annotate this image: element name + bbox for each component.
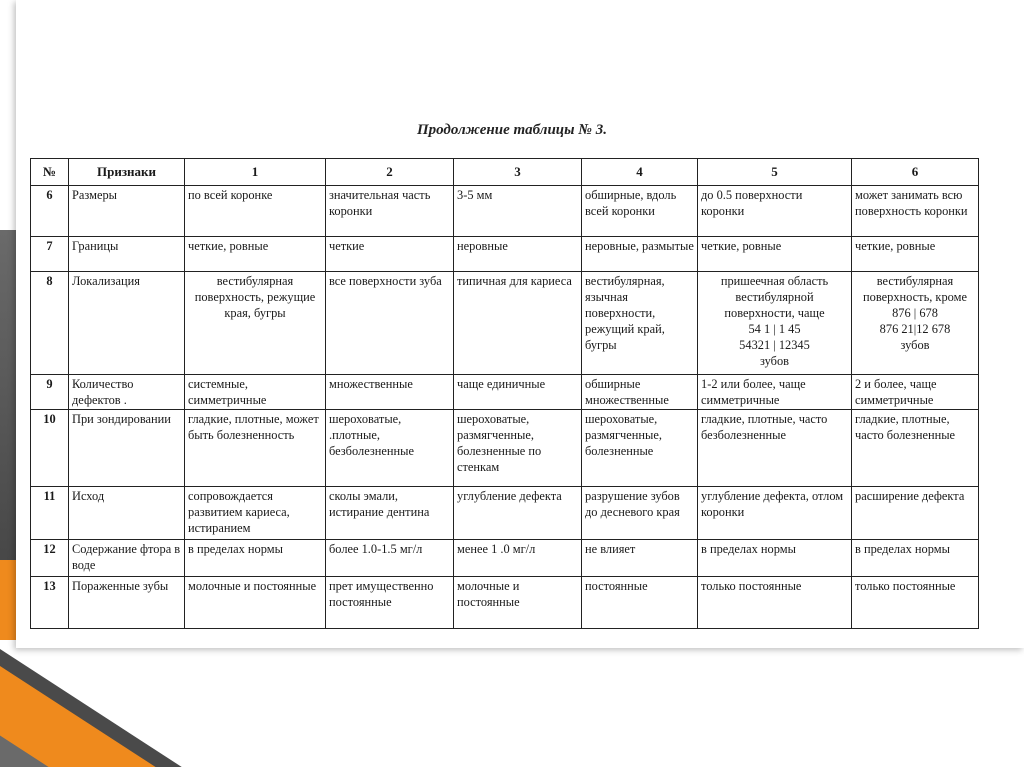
comparison-table-wrap xyxy=(30,158,978,629)
header-col-2: 2 xyxy=(326,159,454,186)
cell: может занимать всю поверхность коронки xyxy=(852,186,979,237)
row-number: 9 xyxy=(31,375,69,410)
cell: четкие, ровные xyxy=(185,237,326,272)
row-sign: Границы xyxy=(69,237,185,272)
row-sign: Содержание фтора в воде xyxy=(69,540,185,577)
row-number: 7 xyxy=(31,237,69,272)
cell: по всей коронке xyxy=(185,186,326,237)
cell: углубление дефекта, отлом коронки xyxy=(698,487,852,540)
cell: сколы эмали, истирание дентина xyxy=(326,487,454,540)
cell: типичная для кариеса xyxy=(454,272,582,375)
table-row xyxy=(31,186,979,237)
table-row xyxy=(31,577,979,629)
row-number: 8 xyxy=(31,272,69,375)
teeth-formula-lower: 876 21|12 678 xyxy=(879,322,951,336)
header-number: № xyxy=(31,159,69,186)
teeth-label: зубов xyxy=(759,354,790,368)
table-row xyxy=(31,410,979,487)
cell: гладкие, плотные, часто безболезненные xyxy=(698,410,852,487)
cell: более 1.0-1.5 мг/л xyxy=(326,540,454,577)
cell: в пределах нормы xyxy=(852,540,979,577)
cell-text: вестибулярная поверхность, кроме xyxy=(863,274,967,304)
teeth-formula-lower: 54321 | 12345 xyxy=(739,338,810,352)
header-col-6: 6 xyxy=(852,159,979,186)
cell: молочные и постоянные xyxy=(454,577,582,629)
cell: углубление дефекта xyxy=(454,487,582,540)
cell: четкие, ровные xyxy=(698,237,852,272)
row-number: 6 xyxy=(31,186,69,237)
cell: прет имущественно постоянные xyxy=(326,577,454,629)
row-sign: Пораженные зубы xyxy=(69,577,185,629)
cell: менее 1 .0 мг/л xyxy=(454,540,582,577)
cell: молочные и постоянные xyxy=(185,577,326,629)
cell: гладкие, плотные, может быть болезненность xyxy=(185,410,326,487)
cell: расширение дефекта xyxy=(852,487,979,540)
cell: шероховатые, размягченные, болезненные xyxy=(582,410,698,487)
cell: разрушение зубов до десневого края xyxy=(582,487,698,540)
teeth-formula-upper: 54 1 | 1 45 xyxy=(748,322,801,336)
table-caption: Продолжение таблицы № 3. xyxy=(416,122,608,138)
row-sign: При зондировании xyxy=(69,410,185,487)
comparison-table xyxy=(30,158,979,629)
cell: шероховатые, размягченные, болезненные по стенкам xyxy=(454,410,582,487)
teeth-formula-upper: 876 | 678 xyxy=(892,306,938,320)
cell: системные, симметричные xyxy=(185,375,326,410)
cell: не влияет xyxy=(582,540,698,577)
cell: постоянные xyxy=(582,577,698,629)
header-col-1: 1 xyxy=(185,159,326,186)
header-signs: Признаки xyxy=(69,159,185,186)
cell: обширные множественные xyxy=(582,375,698,410)
header-col-4: 4 xyxy=(582,159,698,186)
cell: сопровождается развитием кариеса, истиранием xyxy=(185,487,326,540)
cell-localization-6 xyxy=(852,272,979,375)
cell: неровные xyxy=(454,237,582,272)
cell: 2 и более, чаще симметричные xyxy=(852,375,979,410)
cell: шероховатые, .плотные, безболезненные xyxy=(326,410,454,487)
cell: обширные, вдоль всей коронки xyxy=(582,186,698,237)
header-col-3: 3 xyxy=(454,159,582,186)
cell-text: пришеечная область вестибулярной поверхности, чаще xyxy=(720,274,829,320)
row-number: 11 xyxy=(31,487,69,540)
cell: вестибулярная, язычная поверхности, режущий край, бугры xyxy=(582,272,698,375)
cell: все поверхности зуба xyxy=(326,272,454,375)
row-number: 12 xyxy=(31,540,69,577)
cell: только постоянные xyxy=(852,577,979,629)
row-sign: Количество дефектов . xyxy=(69,375,185,410)
cell: до 0.5 поверхности коронки xyxy=(698,186,852,237)
row-sign: Исход xyxy=(69,487,185,540)
cell: в пределах нормы xyxy=(185,540,326,577)
cell: 3-5 мм xyxy=(454,186,582,237)
teeth-label: зубов xyxy=(900,338,930,352)
table-row xyxy=(31,375,979,410)
table-row xyxy=(31,540,979,577)
cell: вестибулярная поверхность, режущие края, бугры xyxy=(185,272,326,375)
row-sign: Размеры xyxy=(69,186,185,237)
table-header-row xyxy=(31,159,979,186)
table-row xyxy=(31,272,979,375)
cell-localization-5 xyxy=(698,272,852,375)
cell: множественные xyxy=(326,375,454,410)
cell: только постоянные xyxy=(698,577,852,629)
row-number: 13 xyxy=(31,577,69,629)
cell: 1-2 или более, чаще симметричные xyxy=(698,375,852,410)
cell: значительная часть коронки xyxy=(326,186,454,237)
cell: чаще единичные xyxy=(454,375,582,410)
cell: четкие, ровные xyxy=(852,237,979,272)
row-number: 10 xyxy=(31,410,69,487)
row-sign: Локализация xyxy=(69,272,185,375)
cell: неровные, размытые xyxy=(582,237,698,272)
cell: четкие xyxy=(326,237,454,272)
table-row xyxy=(31,487,979,540)
header-col-5: 5 xyxy=(698,159,852,186)
cell: в пределах нормы xyxy=(698,540,852,577)
cell: гладкие, плотные, часто болезненные xyxy=(852,410,979,487)
table-row xyxy=(31,237,979,272)
